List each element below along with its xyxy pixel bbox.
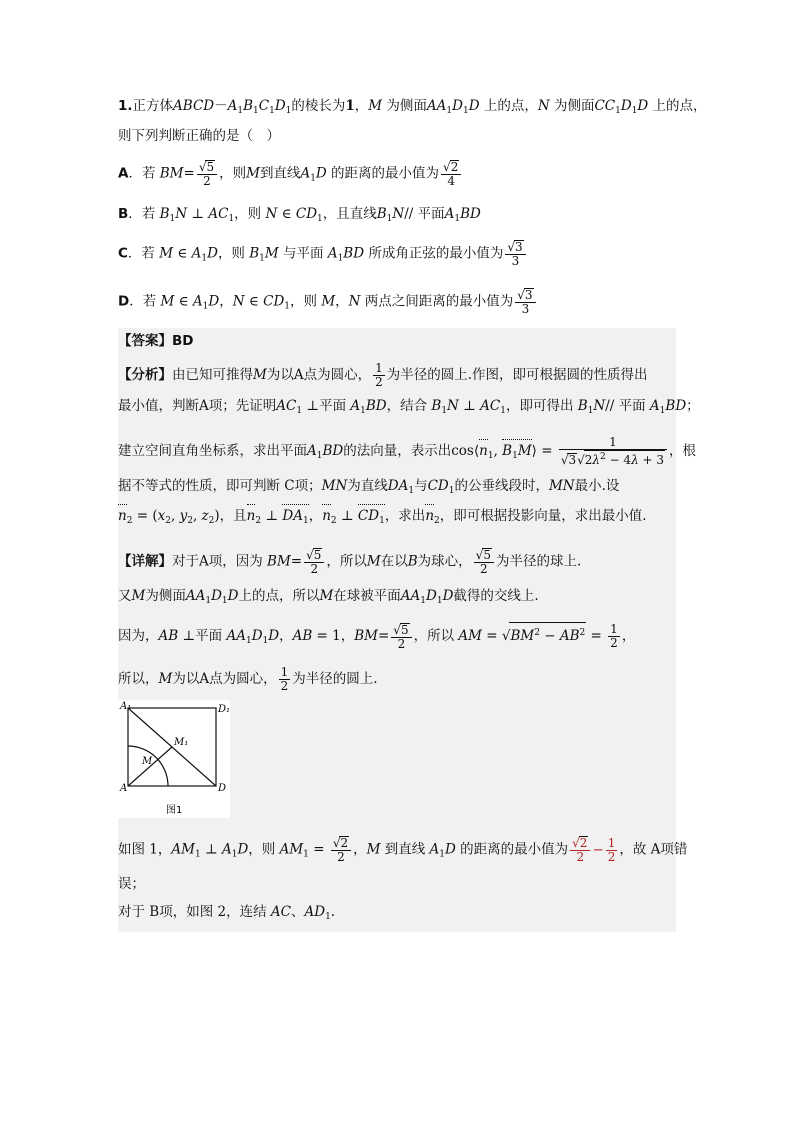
detail-line4: 所以，M为以A点为圆心， $\frac{1}{2}$ 为半径的圆上. xyxy=(118,665,378,693)
analysis-line2: 最小值，判断A项；先证明$AC_1$ ⊥平面 $A_1BD$，结合 $B_1N$ ⊥ $AC_1$，即可得出 $B_1N//$ 平面 $A_1BD$； xyxy=(118,398,700,416)
label-a1: A₁ xyxy=(120,701,132,712)
label-m: M xyxy=(142,756,153,767)
figure-1 xyxy=(118,700,230,818)
option-b: B．若 $B_1N$ ⊥ $AC_1$，则 N ∈ $CD_1$，且直线$B_1N//$ 平面$A_1BD$ xyxy=(118,206,481,224)
label-d: D xyxy=(218,783,227,794)
analysis-line4: 据不等式的性质，即可判断 C项；MN为直线$DA_1$与$CD_1$的公垂线段时，MN最小.设 xyxy=(118,478,620,496)
analysis-line1: 【分析】由已知可推得M为以A点为圆心， $\frac{1}{2}$ 为半径的圆上.作图，即可根据圆的性质得出 xyxy=(118,361,648,389)
option-d: D．若 M ∈ $A_1D$，N ∈ $CD_1$，则 M，N 两点之间距离的最小值为 $\frac{√3}{3}$ xyxy=(118,288,538,317)
figure-caption: 图1 xyxy=(166,805,183,816)
label-a: A xyxy=(120,783,128,794)
analysis-line3: 建立空间直角坐标系，求出平面$A_1BD$的法向量，表示出$\cos⟨n_1$, $B_1M⟩$ = $\frac{1}{√3√2\lambda^2 - 4\lambda + 3}$ ，根 xyxy=(118,435,697,467)
detail-line1: 【详解】对于A项，因为 BM= $\frac{√5}{2}$ ，所以M在以B为球心， $\frac{√5}{2}$ 为半径的球上. xyxy=(118,548,582,576)
detail-line6: 误； xyxy=(118,876,145,892)
question-stem-line1: 1.正方体$ABCD-A_1B_1C_1D_1$的棱长为1，M 为侧面$AA_1D_1D$ 上的点，N 为侧面$CC_1D_1D$ 上的点， xyxy=(118,98,707,116)
label-d1: D₁ xyxy=(218,704,230,715)
detail-line7: 对于 B项，如图 2，连结 AC、$AD_1$. xyxy=(118,904,336,922)
answer: 【答案】BD xyxy=(118,333,194,349)
analysis-line5: $n_2 = (x_2$, $y_2$, $z_2$)，且$n_2$ ⊥ $DA_1$，$n_2$ ⊥ $CD_1$，求出$n_2$，即可根据投影向量，求出最小值. xyxy=(118,506,647,531)
question-stem-line2: 则下列判断正确的是（ ） xyxy=(118,128,280,144)
detail-line3: 因为，AB ⊥平面 $AA_1D_1D$，AB = 1，BM= $\frac{√5}{2}$ ，所以 AM = $√BM^2 - AB^2$ = $\frac{1}{2}$ ， xyxy=(118,622,636,651)
detail-line2: 又M为侧面$AA_1D_1D$上的点，所以M在球被平面$AA_1D_1D$截得的交线上. xyxy=(118,588,539,606)
label-m1: M₁ xyxy=(174,737,189,748)
option-a: A．若 BM= $\frac{√5}{2}$ ，则M到直线$A_1D$ 的距离的最小值为 $\frac{√2}{4}$ xyxy=(118,160,463,189)
option-c: C．若 M ∈ $A_1D$，则 $B_1M$ 与平面 $A_1BD$ 所成角正弦的最小值为 $\frac{√3}{3}$ xyxy=(118,240,528,269)
detail-line5: 如图 1，$AM_1$ ⊥ $A_1D$，则 $AM_1$ = $\frac{√2}{2}$ ，M 到直线 $A_1D$ 的距离的最小值为 $\frac{√2}{2}$ − $\frac{1}{2}$ ，故 A项错 xyxy=(118,835,688,864)
